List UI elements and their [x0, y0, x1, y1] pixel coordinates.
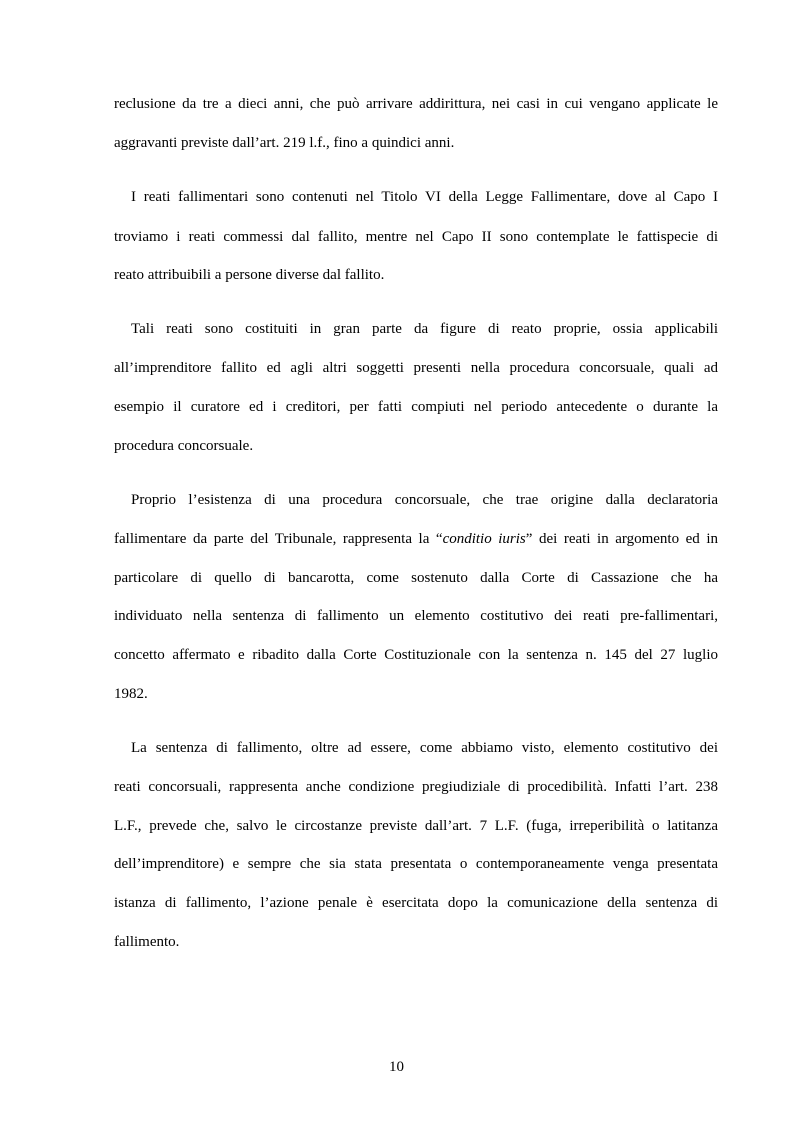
paragraph-2-line-1: I reati fallimentari sono contenuti nel Titolo VI della Legge Fallimentare, dove al Capo I [131, 189, 718, 205]
paragraph-2-line-3: reato attribuibili a persone diverse dal fallito. [114, 267, 385, 283]
paragraph-3-line-3: esempio il curatore ed i creditori, per fatti compiuti nel periodo antecedente o durante la [114, 399, 718, 415]
paragraph-3-line-1: Tali reati sono costituiti in gran parte da figure di reato proprie, ossia applicabili [131, 321, 718, 337]
paragraph-1-line-2: aggravanti previste dall’art. 219 l.f., fino a quindici anni. [114, 135, 455, 151]
paragraph-3-line-4: procedura concorsuale. [114, 438, 254, 454]
paragraph-5-line-2: reati concorsuali, rappresenta anche condizione pregiudiziale di procedibilità. Infatti l’art. 238 [114, 779, 718, 795]
paragraph-4-line-2-before: fallimentare da parte del Tribunale, rappresenta la “ [114, 531, 443, 547]
paragraph-5-line-1: La sentenza di fallimento, oltre ad essere, come abbiamo visto, elemento costitutivo dei [131, 740, 718, 756]
paragraph-4-line-6: 1982. [114, 686, 148, 702]
paragraph-1-line-1: reclusione da tre a dieci anni, che può arrivare addirittura, nei casi in cui vengano applicate le [114, 96, 718, 112]
paragraph-4-line-1: Proprio l’esistenza di una procedura concorsuale, che trae origine dalla declaratoria [131, 492, 718, 508]
paragraph-4-line-2 [114, 529, 718, 549]
paragraph-4-line-2-after: ” dei reati in argomento ed in [525, 531, 719, 547]
paragraph-3-line-2: all’imprenditore fallito ed agli altri soggetti presenti nella procedura concorsuale, quali ad [114, 360, 718, 376]
paragraph-4-line-5: concetto affermato e ribadito dalla Corte Costituzionale con la sentenza n. 145 del 27 luglio [114, 647, 718, 663]
conditio-iuris-italic: conditio iuris [442, 531, 526, 547]
paragraph-4-line-3: particolare di quello di bancarotta, come sostenuto dalla Corte di Cassazione che ha [114, 570, 718, 586]
paragraph-5-line-5: istanza di fallimento, l’azione penale è esercitata dopo la comunicazione della sentenza di [114, 895, 718, 911]
page-number: 10 [389, 1059, 404, 1075]
paragraph-2-line-2: troviamo i reati commessi dal fallito, mentre nel Capo II sono contemplate le fattispecie di [114, 229, 718, 245]
paragraph-5-line-4: dell’imprenditore) e sempre che sia stata presentata o contemporaneamente venga presentata [114, 856, 718, 872]
paragraph-5-line-6: fallimento. [114, 934, 180, 950]
paragraph-4-line-4: individuato nella sentenza di fallimento un elemento costitutivo dei reati pre-fallimentari, [114, 608, 718, 624]
paragraph-5-line-3: L.F., prevede che, salvo le circostanze previste dall’art. 7 L.F. (fuga, irreperibilità o latitanza [114, 818, 718, 834]
